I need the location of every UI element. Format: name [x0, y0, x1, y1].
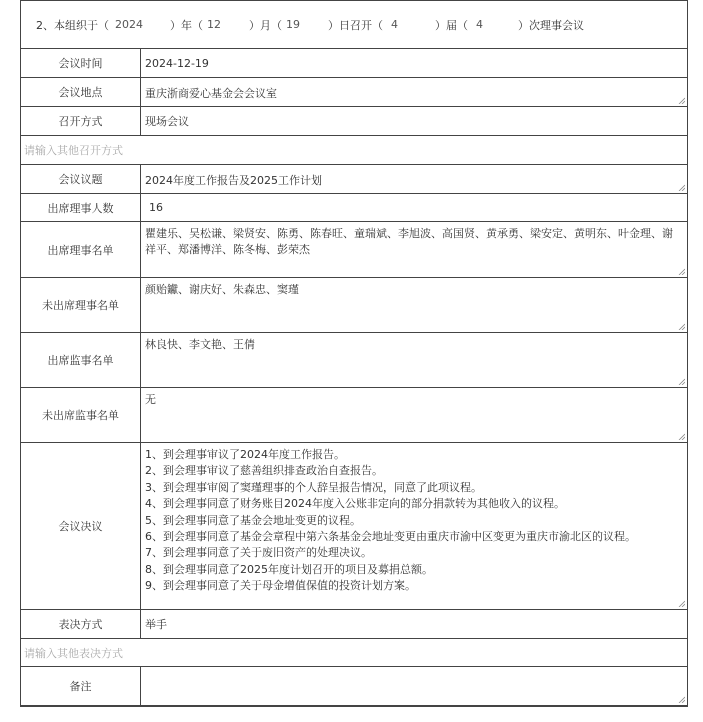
- resolution-item: 3、到会理事审阅了窦瑾理事的个人辞呈报告情况，同意了此项议程。: [145, 480, 482, 494]
- resolution-item: 7、到会理事同意了关于废旧资产的处理决议。: [145, 546, 372, 560]
- absent-directors-label: 未出席理事名单: [21, 278, 141, 332]
- attending-supervisors-value: 林良快、李文艳、王倩: [145, 338, 255, 351]
- resolution-item: 4、到会理事同意了财务账目2024年度入公账非定向的部分捐款转为其他收入的议程。: [145, 497, 565, 511]
- attending-count-label: 出席理事人数: [21, 194, 141, 221]
- resize-grip-icon[interactable]: [678, 433, 685, 440]
- meeting-number-field[interactable]: 4: [476, 18, 483, 31]
- attending-directors-label: 出席理事名单: [21, 222, 141, 277]
- meeting-time-row: [21, 49, 687, 78]
- meeting-mode-row: [21, 107, 687, 136]
- meeting-time-label: 会议时间: [21, 49, 141, 77]
- header-month-suffix: ）月（: [249, 18, 282, 32]
- resize-grip-icon[interactable]: [678, 323, 685, 330]
- meeting-place-textarea[interactable]: [141, 78, 687, 106]
- meeting-form: [20, 0, 688, 707]
- voting-method-select[interactable]: 举手: [145, 618, 167, 631]
- attending-supervisors-label: 出席监事名单: [21, 333, 141, 387]
- header-day-suffix: ）日召开（: [328, 18, 383, 32]
- meeting-mode-label: 召开方式: [21, 107, 141, 135]
- resolution-item: 6、到会理事同意了基金会章程中第六条基金会地址变更由重庆市渝中区变更为重庆市渝北区的议程。: [145, 530, 636, 544]
- absent-supervisors-value: 无: [145, 393, 156, 406]
- day-field[interactable]: 19: [286, 18, 300, 31]
- year-field[interactable]: 2024: [115, 18, 143, 31]
- voting-method-row: [21, 610, 687, 639]
- resolution-item: 1、到会理事审议了2024年度工作报告。: [145, 448, 345, 461]
- meeting-header-row: [21, 1, 687, 49]
- voting-method-label: 表决方式: [21, 610, 141, 638]
- meeting-place-value: 重庆浙商爱心基金会会议室: [145, 87, 277, 100]
- meeting-topic-textarea[interactable]: [141, 165, 687, 193]
- meeting-topic-value: 2024年度工作报告及2025工作计划: [145, 174, 322, 187]
- resolutions-row: [21, 443, 687, 610]
- absent-supervisors-textarea[interactable]: [141, 388, 687, 442]
- other-voting-input[interactable]: 请输入其他表决方式: [21, 639, 687, 667]
- resize-grip-icon[interactable]: [678, 97, 685, 104]
- attending-count-input[interactable]: 16: [149, 201, 163, 214]
- month-field[interactable]: 12: [207, 18, 221, 31]
- meeting-place-label: 会议地点: [21, 78, 141, 106]
- attending-directors-textarea[interactable]: [141, 222, 687, 277]
- resolutions-textarea[interactable]: [141, 443, 687, 609]
- attending-directors-row: [21, 222, 687, 278]
- attending-supervisors-textarea[interactable]: [141, 333, 687, 387]
- attending-directors-value: 瞿建乐、吴松谦、梁贤安、陈勇、陈春旺、童瑞斌、李旭波、高国贤、黄承勇、梁安定、黄明东、叶金理、谢祥平、郑潘博洋、陈冬梅、彭荣杰: [145, 227, 673, 256]
- meeting-topic-label: 会议议题: [21, 165, 141, 193]
- absent-directors-value: 颜贻钀、谢庆好、朱森忠、窦瑾: [145, 283, 299, 296]
- resize-grip-icon[interactable]: [678, 378, 685, 385]
- absent-supervisors-row: [21, 388, 687, 443]
- other-mode-input[interactable]: 请输入其他召开方式: [21, 136, 687, 165]
- remarks-row: [21, 667, 687, 707]
- remarks-textarea[interactable]: [141, 667, 687, 705]
- resolutions-label: 会议决议: [21, 443, 141, 609]
- resize-grip-icon[interactable]: [678, 184, 685, 191]
- meeting-time-input[interactable]: 2024-12-19: [145, 56, 209, 70]
- resize-grip-icon[interactable]: [678, 268, 685, 275]
- header-session-suffix: ）届（: [435, 18, 468, 32]
- remarks-label: 备注: [21, 667, 141, 705]
- resolution-item: 2、到会理事审议了慈善组织排查政治自查报告。: [145, 464, 383, 478]
- absent-supervisors-label: 未出席监事名单: [21, 388, 141, 442]
- header-prefix: 2、本组织于（: [36, 18, 109, 32]
- meeting-topic-row: [21, 165, 687, 194]
- resize-grip-icon[interactable]: [678, 696, 685, 703]
- resolution-item: 5、到会理事同意了基金会地址变更的议程。: [145, 513, 361, 527]
- session-field[interactable]: 4: [391, 18, 398, 31]
- resize-grip-icon[interactable]: [678, 600, 685, 607]
- meeting-place-row: [21, 78, 687, 107]
- resolution-item: 8、到会理事同意了2025年度计划召开的项目及募捐总额。: [145, 562, 433, 576]
- absent-directors-row: [21, 278, 687, 333]
- absent-directors-textarea[interactable]: [141, 278, 687, 332]
- meeting-mode-select[interactable]: 现场会议: [145, 115, 189, 128]
- header-meeting-suffix: ）次理事会议: [518, 18, 584, 32]
- resolution-item: 9、到会理事同意了关于母金增值保值的投资计划方案。: [145, 579, 416, 593]
- header-year-suffix: ）年（: [170, 18, 203, 32]
- attending-supervisors-row: [21, 333, 687, 388]
- attending-count-row: [21, 194, 687, 222]
